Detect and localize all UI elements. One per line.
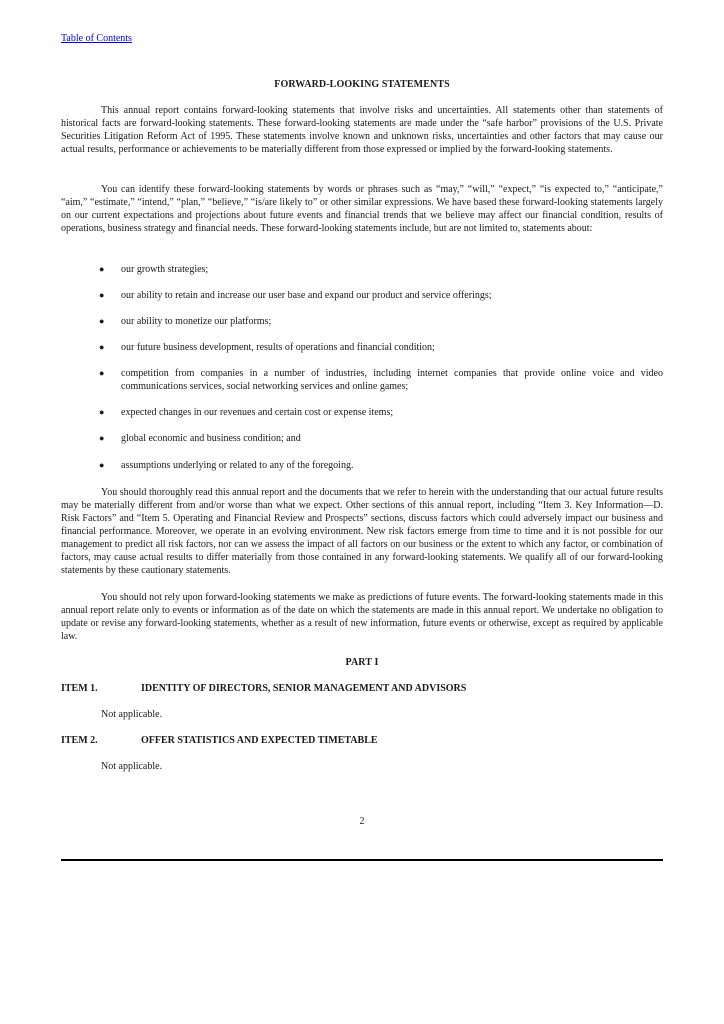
list-item <box>99 406 663 419</box>
section-title: FORWARD-LOOKING STATEMENTS <box>274 79 450 90</box>
table-of-contents-link[interactable]: Table of Contents <box>61 33 132 44</box>
page-number: 2 <box>359 816 365 827</box>
list-item <box>99 459 663 472</box>
paragraph-identify: You can identify these forward-looking statements by words or phrases such as “may,” “will,” “expect,” “is expected to,” “anticipate,” “aim,” “estimate,” “intend,” “plan,” “believe,” “is/are likely to” or other similar expressions. We have based these forward-looking statements largely on our current expectations and projections about future events and financial trends that we believe may affect our financial condition, results of operations, business strategy and financial needs. These forward-looking statements include, but are not limited to, statements about: <box>61 184 663 234</box>
bullet-icon: ● <box>99 407 105 417</box>
bullet-icon: ● <box>99 433 105 443</box>
list-item <box>99 341 663 354</box>
item-title: IDENTITY OF DIRECTORS, SENIOR MANAGEMENT AND ADVISORS <box>141 683 467 694</box>
list-item-text: global economic and business condition; and <box>121 433 301 444</box>
item-title: OFFER STATISTICS AND EXPECTED TIMETABLE <box>141 735 378 746</box>
item-number: ITEM 2. <box>61 735 98 746</box>
bullet-icon: ● <box>99 368 105 378</box>
list-item-text: assumptions underlying or related to any of the foregoing. <box>121 460 354 471</box>
list-item-text: our ability to retain and increase our user base and expand our product and service offerings; <box>121 290 492 301</box>
list-item <box>99 263 663 276</box>
list-item <box>99 432 663 445</box>
part-title: PART I <box>345 657 379 668</box>
list-item-text: our growth strategies; <box>121 264 209 275</box>
page-divider <box>61 859 663 861</box>
bullet-icon: ● <box>99 460 105 470</box>
list-item-text: competition from companies in a number of industries, including internet companies that provide online voice and video communications services, social networking services and online games; <box>121 368 663 392</box>
paragraph-do-not-rely: You should not rely upon forward-looking statements we make as predictions of future events. The forward-looking statements made in this annual report relate only to events or information as of the date on which the statements are made in this annual report. We undertake no obligation to update or revise any forward-looking statements, whether as a result of new information, future events or otherwise, except as required by applicable law. <box>61 592 663 642</box>
paragraph-intro: This annual report contains forward-looking statements that involve risks and uncertainties. All statements other than statements of historical facts are forward-looking statements. These forward-looking statements are made under the “safe harbor” provisions of the U.S. Private Securities Litigation Reform Act of 1995. These statements involve known and unknown risks, uncertainties and other factors that may cause our actual results, performance or achievements to be materially different from those expressed or implied by the forward-looking statements. <box>61 105 663 155</box>
item-body: Not applicable. <box>101 761 163 772</box>
list-item <box>99 367 663 393</box>
bullet-icon: ● <box>99 316 105 326</box>
bullet-icon: ● <box>99 290 105 300</box>
list-item-text: our ability to monetize our platforms; <box>121 316 272 327</box>
bullet-icon: ● <box>99 342 105 352</box>
list-item-text: our future business development, results of operations and financial condition; <box>121 342 435 353</box>
list-item-text: expected changes in our revenues and certain cost or expense items; <box>121 407 394 418</box>
item-number: ITEM 1. <box>61 683 98 694</box>
list-item <box>99 315 663 328</box>
item-body: Not applicable. <box>101 709 163 720</box>
list-item <box>99 289 663 302</box>
bullet-icon: ● <box>99 264 105 274</box>
paragraph-thoroughly-read: You should thoroughly read this annual report and the documents that we refer to herein with the understanding that our actual future results may be materially different from and/or worse than what we expect. Other sections of this annual report, including “Item 3. Key Information—D. Risk Factors” and “Item 5. Operating and Financial Review and Prospects” sections, discuss factors which could adversely impact our business and financial performance. Moreover, we operate in an evolving environment. New risk factors emerge from time to time and it is not possible for our management to predict all risk factors, nor can we assess the impact of all factors on our business or the extent to which any factor, or combination of factors, may cause actual results to differ materially from those contained in any forward-looking statements. We qualify all of our forward-looking statements by these cautionary statements. <box>61 487 663 576</box>
